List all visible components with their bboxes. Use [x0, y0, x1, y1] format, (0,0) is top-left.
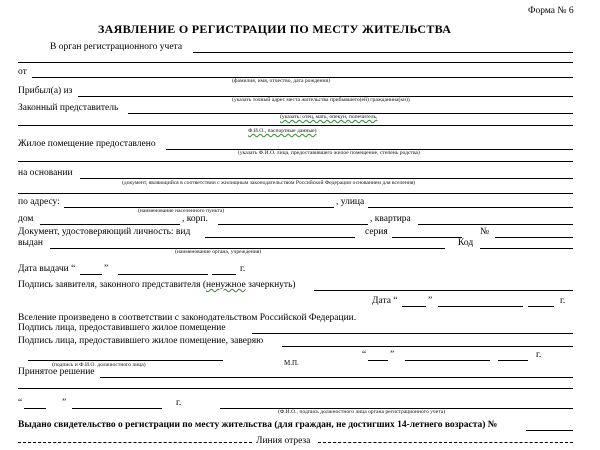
date-year-label: г.	[560, 296, 566, 306]
house-label: дом	[18, 214, 34, 224]
decision-date-close-quote: ”	[62, 398, 67, 408]
decision-day-field[interactable]	[24, 408, 46, 409]
form-number: Форма № 6	[528, 6, 574, 16]
apartment-field[interactable]	[418, 224, 573, 225]
cut-line-right	[318, 442, 573, 443]
basis-field[interactable]	[80, 178, 573, 179]
decision-field-line2[interactable]	[18, 388, 573, 389]
certify-year-field[interactable]	[498, 360, 528, 361]
code-label: Код	[458, 238, 474, 248]
moved-in-text: Вселение произведено в соответствии с законодательством Российской Федерации.	[18, 313, 357, 323]
arrived-caption: (указать точный адрес места жительства прибывшего(ей) гражданина(ки))	[232, 97, 410, 103]
id-document-type-field[interactable]	[205, 237, 355, 238]
issue-date-label: Дата выдачи “	[18, 264, 76, 274]
applicant-signature-label: Подпись заявителя, законного представителя (ненужное зачеркнуть)	[18, 280, 296, 290]
id-document-label: Документ, удостоверяющий личность: вид	[18, 227, 191, 237]
official-caption: (подпись и Ф.И.О. должностного лица)	[52, 362, 146, 368]
issue-year-label: г.	[240, 264, 246, 274]
number-sign: №	[480, 227, 490, 237]
street-label: , улица	[336, 197, 365, 207]
unneeded-word: ненужное	[206, 280, 246, 290]
date-quote-close: ”	[428, 296, 433, 306]
decision-field[interactable]	[100, 377, 573, 378]
from-caption: (фамилия, имя, отчество, дата рождения)	[232, 78, 330, 84]
decision-label: Принятое решение	[18, 367, 95, 377]
registration-authority-field-line2[interactable]	[18, 62, 573, 63]
issued-label: выдан	[18, 238, 44, 248]
registration-authority-field[interactable]	[193, 52, 573, 53]
house-field[interactable]	[40, 224, 180, 225]
basis-caption: (документ, являющийся в соответствии с жилищным законодательством Российской Федерации основанием для вселения)	[122, 180, 416, 186]
building-field[interactable]	[218, 224, 368, 225]
provider-signature-field[interactable]	[252, 333, 573, 334]
issuer-caption: (наименование органа, учреждения)	[175, 249, 262, 255]
certify-year-label: г.	[536, 350, 542, 360]
provider-certify-label: Подпись лица, предоставившего жилое помещение, заверяю	[18, 336, 264, 346]
certify-month-field[interactable]	[405, 360, 490, 361]
date-year-field[interactable]	[528, 306, 554, 307]
legal-representative-label: Законный представитель	[18, 103, 119, 113]
date-day-field[interactable]	[402, 306, 426, 307]
form-title: ЗАЯВЛЕНИЕ О РЕГИСТРАЦИИ ПО МЕСТУ ЖИТЕЛЬСТВА	[98, 22, 452, 36]
certify-date-close-quote: ”	[390, 350, 395, 360]
basis-field-line2[interactable]	[18, 193, 573, 194]
certify-day-field[interactable]	[368, 360, 388, 361]
basis-label: на основании	[18, 168, 73, 178]
address-label: по адресу:	[18, 197, 60, 207]
decision-month-field[interactable]	[72, 408, 162, 409]
registration-authority-label: В орган регистрационного учета	[50, 42, 183, 52]
official-signature-field[interactable]	[28, 360, 223, 361]
housing-caption: (указать Ф.И.О. лица, предоставившего жилое помещение, степень родства)	[238, 150, 420, 156]
code-field[interactable]	[480, 248, 573, 249]
provider-signature-label: Подпись лица, предоставившего жилое помещение	[18, 323, 226, 333]
decision-date-open-quote: “	[18, 398, 23, 408]
legal-representative-field-line2[interactable]	[18, 125, 573, 126]
series-label: серия	[365, 227, 388, 237]
date-month-field[interactable]	[438, 306, 523, 307]
cut-line-label: Линия отреза	[256, 436, 311, 446]
building-label: , корп.	[182, 214, 208, 224]
certify-date-open-quote: “	[362, 350, 367, 360]
stamp-label: М.П.	[284, 359, 299, 367]
arrived-from-label: Прибыл(а) из	[18, 86, 73, 96]
issue-month-field[interactable]	[118, 274, 208, 275]
legal-rep-caption: (указать: отец, мать, опекун, попечитель,	[280, 114, 378, 120]
certificate-number-field[interactable]	[526, 430, 573, 431]
provider-certify-field[interactable]	[282, 346, 573, 347]
issue-year-field[interactable]	[212, 274, 236, 275]
decision-year-label: г.	[176, 398, 182, 408]
issue-day-field[interactable]	[80, 274, 102, 275]
issue-quote-close: ”	[104, 264, 109, 274]
cut-line-left	[18, 442, 252, 443]
date-label: Дата “	[372, 296, 398, 306]
from-label: от	[18, 67, 27, 77]
official-caption2: (Ф.И.О., подпись должностного лица органа регистрационного учета)	[278, 409, 446, 415]
applicant-signature-field[interactable]	[314, 290, 573, 291]
housing-provided-label: Жилое помещение предоставлено	[18, 139, 156, 149]
apartment-label: , квартира	[370, 214, 411, 224]
series-field[interactable]	[392, 237, 462, 238]
housing-provided-field-line2[interactable]	[18, 161, 573, 162]
id-number-field[interactable]	[495, 237, 573, 238]
street-field[interactable]	[368, 207, 573, 208]
certificate-issued-label: Выдано свидетельство о регистрации по месту жительства (для граждан, не достигших 14-летнего возраста) №	[18, 420, 498, 430]
legal-rep-caption2: Ф.И.О., паспортные данные)	[248, 128, 317, 134]
settlement-caption: (наименование населенного пункта)	[138, 208, 225, 214]
